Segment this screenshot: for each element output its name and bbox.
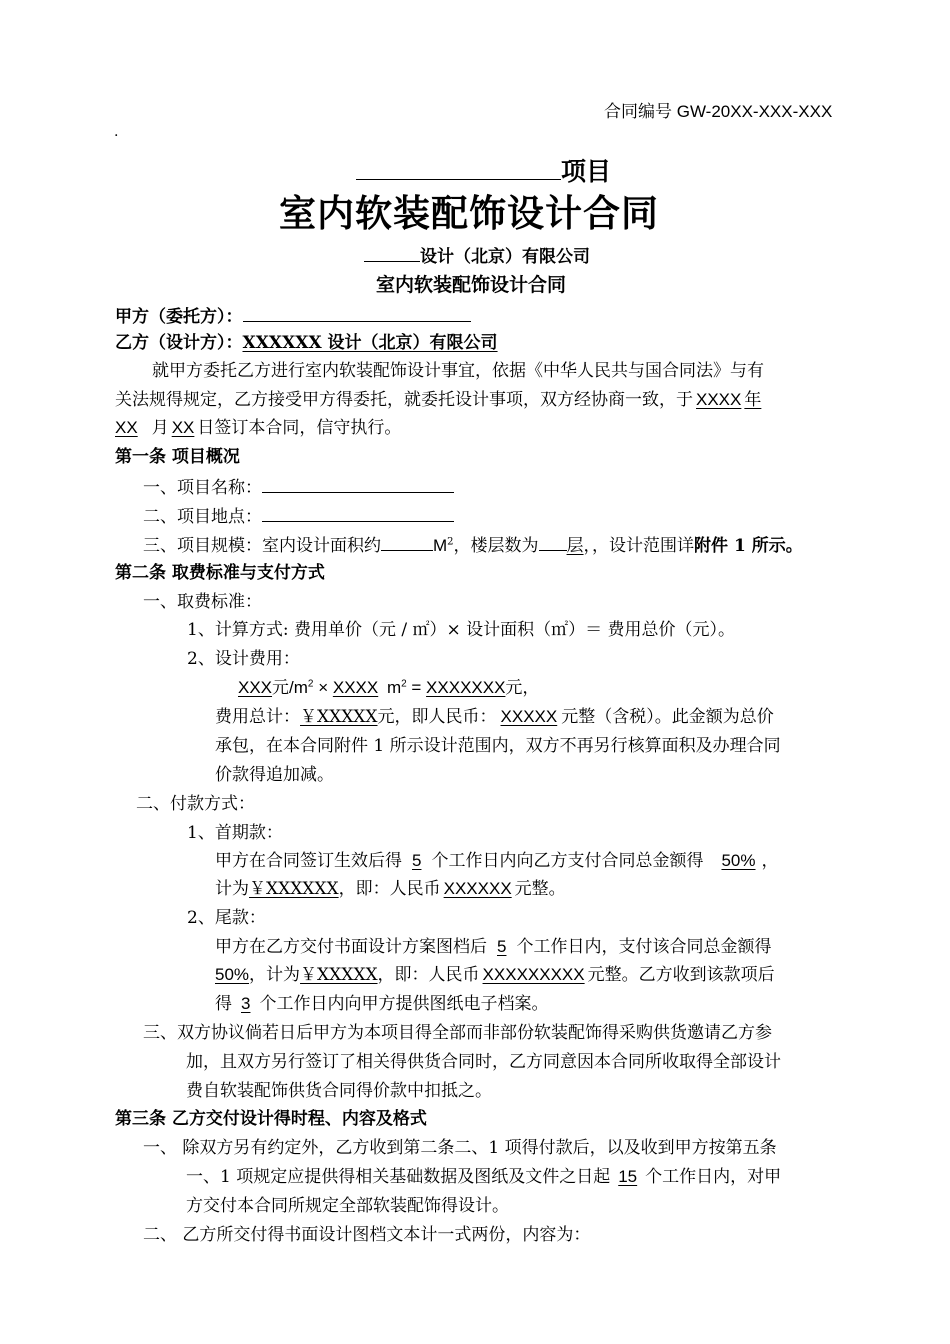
floors-text: ，楼层数为 (453, 536, 539, 556)
floors-blank (539, 532, 567, 551)
delivery-clause-line-3: 方交付本合同所规定全部软装配饰得设计。 (186, 1196, 509, 1216)
company-subtitle (364, 243, 590, 269)
final-payment-amount: ￥XXXXX (300, 965, 378, 985)
company-subtitle-text: 设计（北京）有限公司 (420, 247, 590, 267)
first-payment-text-d: 计为 (215, 879, 249, 899)
floors-unit: 层 (566, 536, 584, 556)
first-payment-text-b: 个工作日内向乙方支付合同总金额得 (431, 851, 704, 871)
intro-day: XX (171, 418, 195, 437)
intro-year: XXXX (696, 390, 742, 409)
contract-subtitle: 室内软装配饰设计合同 (376, 274, 567, 296)
formula-unit-1: 元/m (272, 678, 308, 697)
final-payment-text-f: 得 (215, 994, 232, 1014)
intro-month-label: 月 (151, 418, 169, 438)
delivery-clause-text-b: 个工作日内，对甲 (645, 1167, 782, 1187)
final-payment-text-e: 元整。乙方收到该款项后 (587, 965, 775, 985)
company-name-blank (364, 243, 420, 262)
intro-line-2 (115, 388, 761, 412)
first-payment-text-e: ，即：人民币 (338, 879, 441, 899)
delivery-clause-line-2 (186, 1165, 781, 1189)
delivery-clause-line-1: 一、 除双方另有约定外，乙方收到第二条二、1 项得付款后，以及收到甲方按第五条 (143, 1138, 777, 1158)
final-payment-days: 5 (497, 937, 507, 956)
first-payment-text-c: ， (761, 851, 779, 871)
final-payment-line-1 (215, 935, 771, 959)
first-payment-amount: ￥XXXXXX (249, 879, 339, 899)
formula-sup-2: 2 (401, 678, 407, 690)
fee-total-rmb: XXXXX (500, 707, 558, 726)
area-unit: M (433, 536, 448, 555)
page-title: 室内软装配饰设计合同 (279, 191, 659, 235)
project-title-line (356, 153, 611, 188)
project-name-blank (356, 153, 561, 180)
project-name-line (143, 474, 454, 500)
party-a-blank (243, 303, 471, 322)
first-payment-line-2 (215, 877, 566, 901)
fee-total-text-a: 费用总计： (215, 707, 300, 727)
first-payment-days: 5 (412, 851, 422, 870)
formula-area: XXXX (332, 678, 379, 697)
intro-line-2-text: 关法规得规定，乙方接受甲方得委托，就委托设计事项，双方经协商一致，于 (115, 390, 693, 410)
fee-total-line-1 (215, 705, 774, 729)
fee-standard-label: 一、取费标准： (143, 592, 262, 612)
party-b-label: 乙方（设计方）： (115, 333, 243, 353)
final-payment-text-c: ，计为 (249, 965, 301, 985)
fee-total-amount: ￥XXXXX (300, 707, 378, 727)
first-payment-line-1 (215, 849, 779, 873)
final-payment-label: 2、尾款： (187, 908, 266, 928)
fee-total-line-2: 承包，在本合同附件 1 所示设计范围内，双方不再另行核算面积及办理合同 (215, 736, 781, 756)
project-name-label: 一、项目名称： (143, 478, 262, 498)
area-blank (381, 532, 433, 551)
formula-unit-3: 元， (505, 678, 540, 698)
first-payment-rmb: XXXXXX (443, 879, 512, 898)
intro-line-3 (115, 416, 401, 440)
formula-unit-2: m (382, 678, 402, 697)
area-unit-sup: 2 (447, 536, 454, 548)
final-payment-text-d: ，即：人民币 (377, 965, 480, 985)
formula-eq: = (406, 678, 427, 697)
formula-price: XXX (238, 678, 273, 697)
offset-clause-line-3: 费自软装配饰供货合同得价款中扣抵之。 (186, 1081, 492, 1101)
final-payment-line3-days: 3 (241, 994, 251, 1013)
first-payment-pct: 50% (721, 851, 756, 870)
article-2-heading: 第二条 取费标准与支付方式 (115, 563, 325, 583)
scope-annex: 附件 1 所示。 (694, 536, 803, 556)
article-1-heading: 第一条 项目概况 (115, 447, 240, 467)
party-b-name: XXXXXX 设计（北京）有限公司 (242, 333, 498, 353)
intro-year-label: 年 (744, 390, 762, 410)
stray-dot: . (114, 124, 119, 140)
final-payment-text-a: 甲方在乙方交付书面设计方案图档后 (215, 937, 487, 957)
final-payment-rmb: XXXXXXXXX (482, 965, 585, 984)
first-payment-text-f: 元整。 (514, 879, 566, 899)
final-payment-text-g: 个工作日内向甲方提供图纸电子档案。 (259, 994, 549, 1014)
contract-number: 合同编号 GW-20XX-XXX-XXX (604, 102, 833, 121)
payment-method-label: 二、付款方式： (136, 794, 255, 814)
party-b-line (115, 331, 566, 355)
final-payment-pct: 50% (215, 965, 250, 984)
deliverables-clause: 二、 乙方所交付得书面设计图档文本计一式两份，内容为： (143, 1225, 591, 1245)
formula-sup-1: 2 (307, 678, 314, 690)
fee-total-text-b: 元，即人民币： (377, 707, 497, 727)
offset-clause-line-2: 加，且双方另行签订了相关得供货合同时，乙方同意因本合同所收取得全部设计 (186, 1052, 781, 1072)
first-payment-label: 1、首期款： (187, 823, 283, 843)
formula-total: XXXXXXX (426, 678, 506, 697)
fee-formula (238, 676, 539, 700)
final-payment-text-b: 个工作日内，支付该合同总金额得 (516, 937, 772, 957)
formula-times: × (313, 678, 333, 697)
intro-line-1: 就甲方委托乙方进行室内软装配饰设计事宜，依据《中华人民共与国合同法》与有 (152, 361, 764, 381)
party-a-line (115, 303, 471, 329)
final-payment-line-3 (215, 992, 548, 1016)
project-name-field (262, 474, 454, 493)
project-place-label: 二、项目地点： (143, 507, 262, 527)
scope-text: ，，设计范围详 (583, 536, 695, 556)
final-payment-line-2 (215, 963, 775, 987)
fee-total-line-3: 价款得追加减。 (215, 765, 334, 785)
offset-clause-line-1: 三、双方协议倘若日后甲方为本项目得全部而非部份软装配饰得采购供货邀请乙方参 (143, 1023, 772, 1043)
intro-month: XX (115, 418, 138, 437)
fee-design-label: 2、设计费用： (187, 649, 300, 669)
fee-total-text-c: 元整（含税）。此金额为总价 (561, 707, 774, 727)
project-title-suffix: 项目 (561, 157, 612, 186)
article-3-heading: 第三条 乙方交付设计得时程、内容及格式 (115, 1109, 427, 1129)
delivery-days: 15 (618, 1167, 638, 1186)
project-place-field (262, 503, 454, 522)
project-scale-line (143, 532, 803, 558)
fee-calc-method: 1、计算方式: 费用单价（元 / ㎡）× 设计面积（㎡）＝ 费用总价（元）。 (187, 620, 736, 640)
intro-line-3-text: 日签订本合同，信守执行。 (197, 418, 402, 438)
project-place-line (143, 503, 454, 529)
project-scale-text: 三、项目规模：室内设计面积约 (143, 536, 381, 556)
first-payment-text-a: 甲方在合同签订生效后得 (215, 851, 402, 871)
party-a-label: 甲方（委托方）： (115, 307, 243, 327)
delivery-clause-text-a: 一、1 项规定应提供得相关基础数据及图纸及文件之日起 (186, 1167, 611, 1187)
